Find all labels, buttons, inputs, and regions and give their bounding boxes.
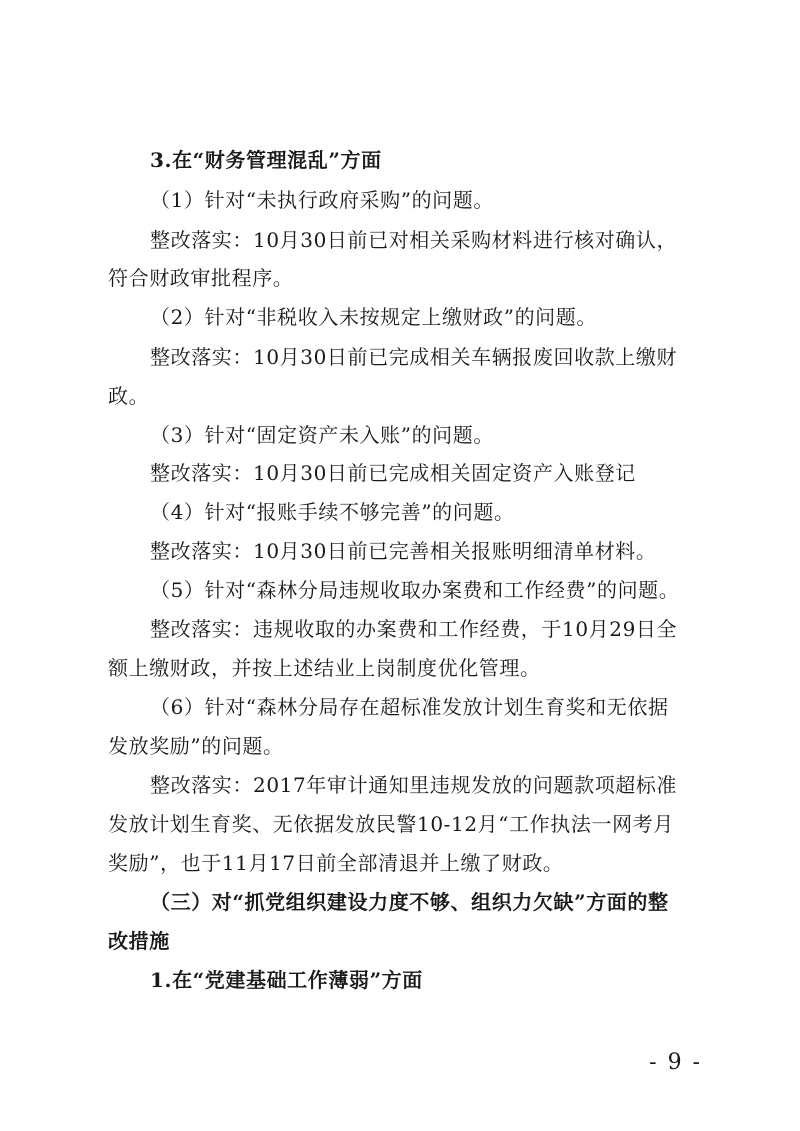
item-5-action-line-2: 额上缴财政，并按上述结业上岗制度优化管理。 <box>108 656 541 680</box>
item-3-title: （3）针对“固定资产未入账”的问题。 <box>150 423 494 447</box>
section-heading-1: 1.在“党建基础工作薄弱”方面 <box>150 968 423 992</box>
item-1-action-line-2: 符合财政审批程序。 <box>108 266 294 290</box>
section-heading-3: 3.在“财务管理混乱”方面 <box>150 148 382 172</box>
item-6-action-line-1: 整改落实：2017年审计通知里违规发放的问题款项超标准 <box>150 773 678 797</box>
item-5-title: （5）针对“森林分局违规收取办案费和工作经费”的问题。 <box>150 578 680 602</box>
item-2-action-line-1: 整改落实：10月30日前已完成相关车辆报废回收款上缴财 <box>150 345 678 369</box>
item-6-title-line-2: 发放奖励”的问题。 <box>108 734 284 758</box>
item-4-action: 整改落实：10月30日前已完善相关报账明细清单材料。 <box>150 539 657 563</box>
section-heading-part-3-line-2: 改措施 <box>108 929 170 953</box>
item-2-action-line-2: 政。 <box>108 384 150 408</box>
page-number: - 9 - <box>649 1050 702 1075</box>
item-3-action: 整改落实：10月30日前已完成相关固定资产入账登记 <box>150 461 636 485</box>
item-4-title: （4）针对“报账手续不够完善”的问题。 <box>150 500 515 524</box>
item-1-title: （1）针对“未执行政府采购”的问题。 <box>150 188 494 212</box>
item-5-action-line-1: 整改落实：违规收取的办案费和工作经费，于10月29日全 <box>150 617 678 641</box>
item-6-action-line-3: 奖励”，也于11月17日前全部清退并上缴了财政。 <box>108 851 564 875</box>
item-2-title: （2）针对“非税收入未按规定上缴财政”的问题。 <box>150 305 597 329</box>
item-1-action-line-1: 整改落实：10月30日前已对相关采购材料进行核对确认， <box>150 228 678 252</box>
item-6-title-line-1: （6）针对“森林分局存在超标准发放计划生育奖和无依据 <box>150 695 669 719</box>
section-heading-part-3-line-1: （三）对“抓党组织建设力度不够、组织力欠缺”方面的整 <box>150 890 669 914</box>
item-6-action-line-2: 发放计划生育奖、无依据发放民警10-12月“工作执法一网考月 <box>108 812 674 836</box>
